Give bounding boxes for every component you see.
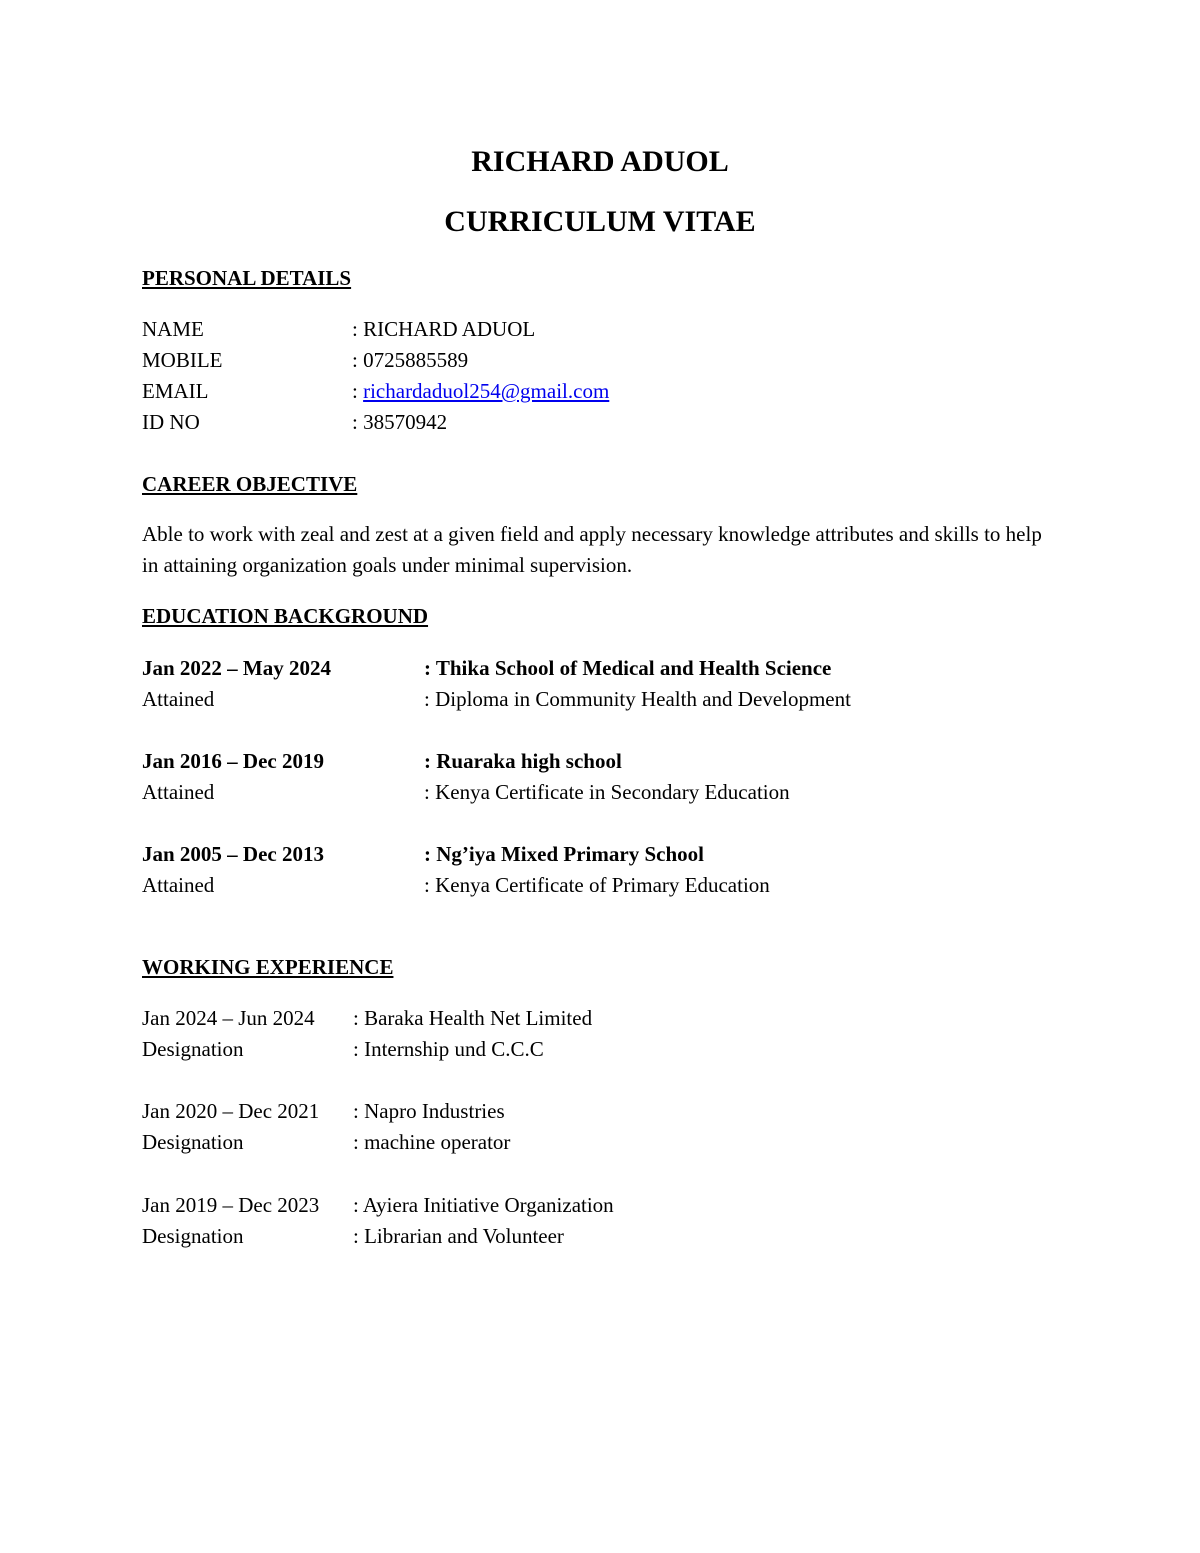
education-attained-label: Attained	[142, 780, 215, 804]
name-text: RICHARD ADUOL	[363, 317, 536, 341]
education-school: : Ruaraka high school	[424, 749, 622, 773]
name-separator: :	[352, 317, 364, 341]
mobile-text: 0725885589	[363, 348, 469, 372]
education-attained-value: : Kenya Certificate in Secondary Education	[424, 780, 790, 804]
education-school: : Thika School of Medical and Health Science	[424, 656, 832, 680]
name-label: NAME	[142, 317, 204, 341]
mobile-separator: :	[352, 348, 364, 372]
working-experience-heading: WORKING EXPERIENCE	[142, 955, 394, 979]
mobile-value	[352, 347, 468, 373]
experience-designation-value: : machine operator	[353, 1130, 511, 1154]
personal-details-heading: PERSONAL DETAILS	[142, 266, 352, 290]
experience-period: Jan 2020 – Dec 2021	[142, 1099, 320, 1123]
experience-employer: : Ayiera Initiative Organization	[353, 1193, 614, 1217]
career-objective-heading: CAREER OBJECTIVE	[142, 472, 358, 496]
experience-designation-value: : Internship und C.C.C	[353, 1037, 544, 1061]
experience-designation-label: Designation	[142, 1037, 244, 1061]
education-period: Jan 2005 – Dec 2013	[142, 842, 324, 866]
experience-designation-value: : Librarian and Volunteer	[353, 1224, 564, 1248]
education-attained-value: : Diploma in Community Health and Development	[424, 687, 851, 711]
education-school: : Ng’iya Mixed Primary School	[424, 842, 704, 866]
id-text: 38570942	[363, 410, 448, 434]
experience-designation-label: Designation	[142, 1130, 244, 1154]
education-attained-label: Attained	[142, 687, 215, 711]
experience-employer: : Napro Industries	[353, 1099, 505, 1123]
education-attained-value: : Kenya Certificate of Primary Education	[424, 873, 770, 897]
experience-period: Jan 2019 – Dec 2023	[142, 1193, 320, 1217]
mobile-label: MOBILE	[142, 348, 223, 372]
document-title: CURRICULUM VITAE	[444, 205, 756, 238]
id-label: ID NO	[142, 410, 200, 434]
experience-employer: : Baraka Health Net Limited	[353, 1006, 593, 1030]
email-separator: :	[352, 379, 364, 403]
id-value	[352, 409, 447, 435]
education-period: Jan 2016 – Dec 2019	[142, 749, 324, 773]
career-objective-text: Able to work with zeal and zest at a given field and apply necessary knowledge attributes and skills to help in attaining organization goals under minimal supervision.	[142, 522, 1042, 577]
id-separator: :	[352, 410, 364, 434]
candidate-name: RICHARD ADUOL	[471, 145, 729, 178]
education-heading: EDUCATION BACKGROUND	[142, 604, 429, 628]
experience-period: Jan 2024 – Jun 2024	[142, 1006, 315, 1030]
name-value	[352, 316, 535, 342]
email-value	[352, 378, 609, 404]
experience-designation-label: Designation	[142, 1224, 244, 1248]
education-attained-label: Attained	[142, 873, 215, 897]
education-period: Jan 2022 – May 2024	[142, 656, 331, 680]
email-link[interactable]: richardaduol254@gmail.com	[363, 379, 610, 403]
email-label: EMAIL	[142, 379, 209, 403]
